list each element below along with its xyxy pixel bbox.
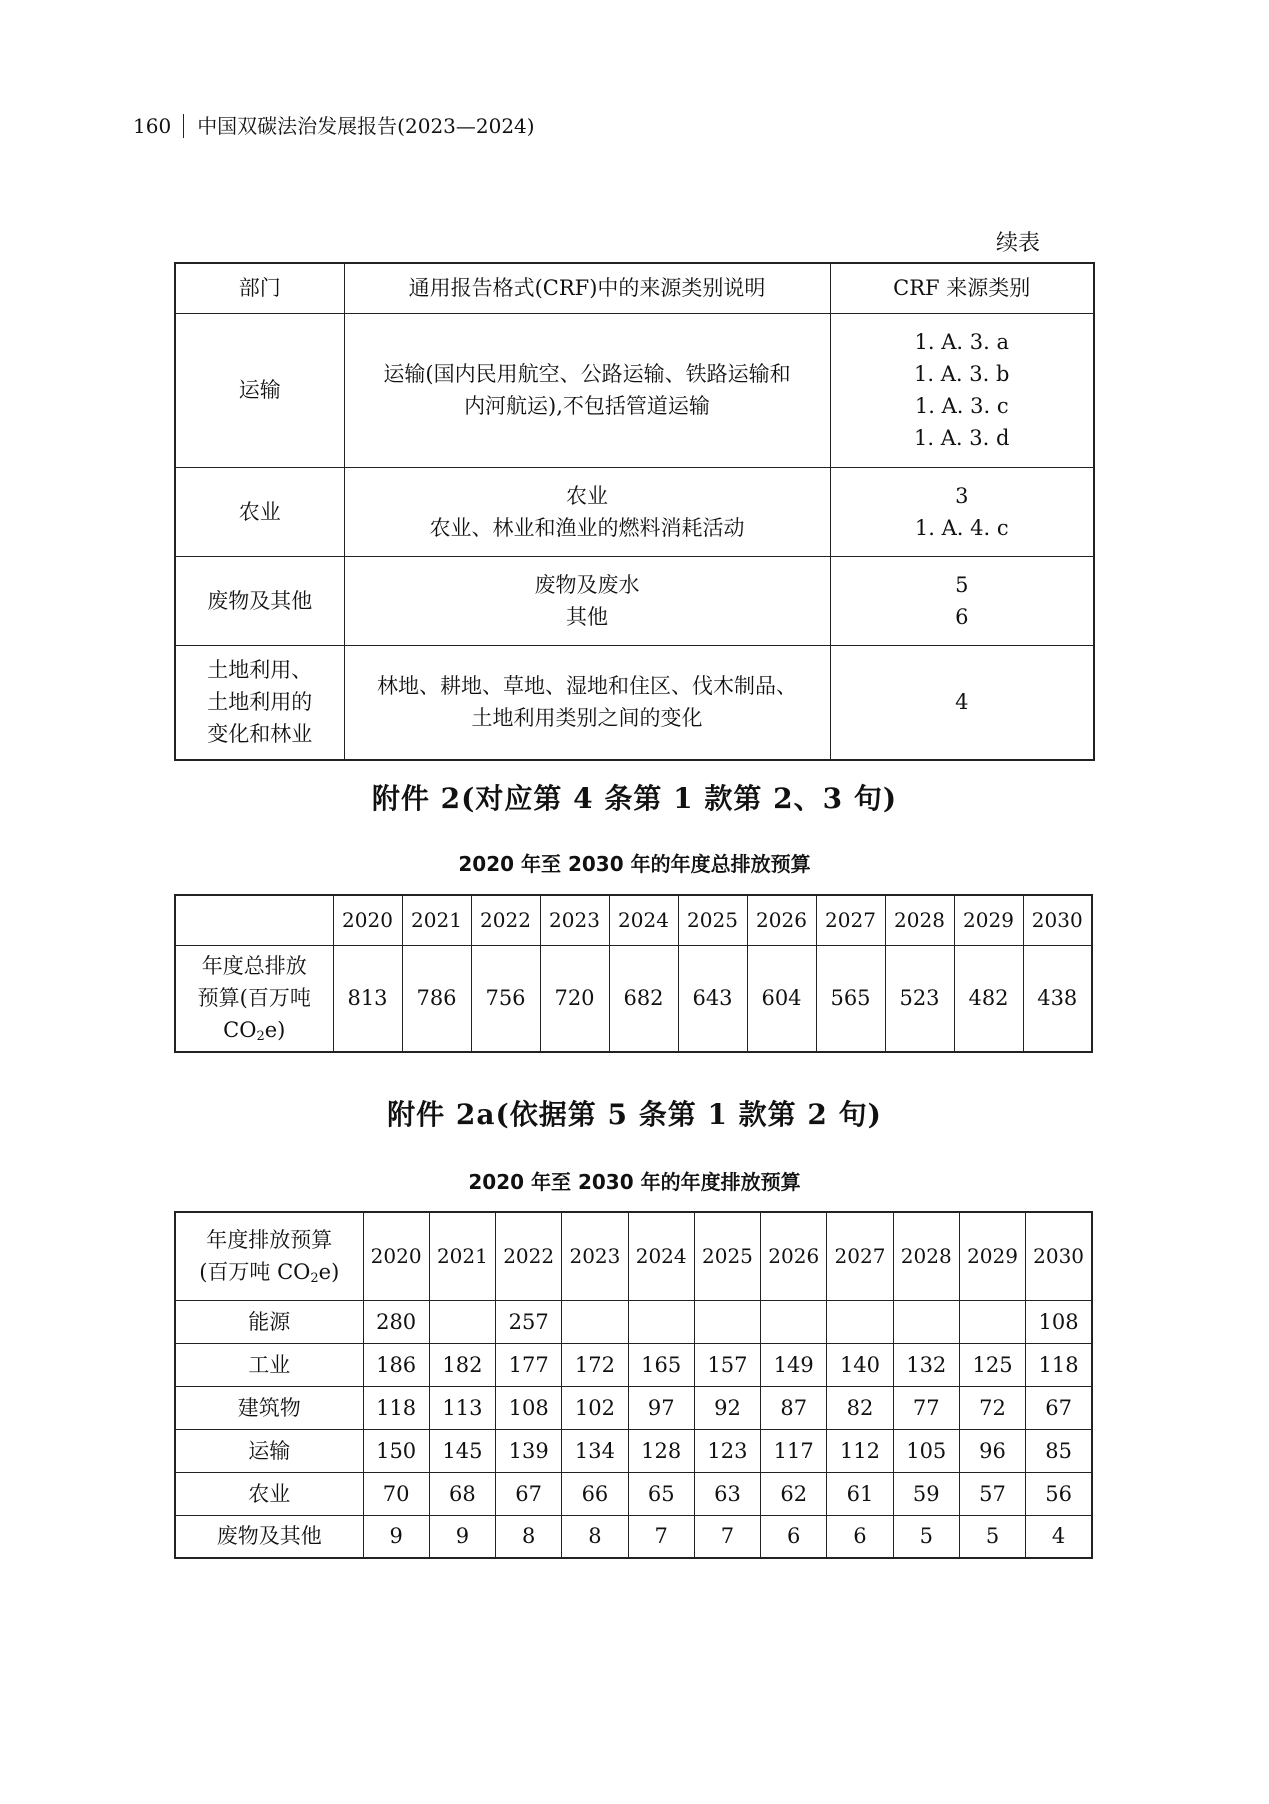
budget-value: 172 [562,1343,628,1386]
sector-cell: 废物及其他 [175,1515,363,1558]
column-header: 通用报告格式(CRF)中的来源类别说明 [344,263,830,313]
sector-cell: 工业 [175,1343,363,1386]
budget-value: 96 [959,1429,1025,1472]
table-header-row [175,263,1094,313]
cell-line: 1. A. 3. b [914,362,1010,386]
budget-value: 56 [1026,1472,1092,1515]
budget-value: 756 [471,945,540,1052]
year-header: 2030 [1026,1212,1092,1300]
cell-line: 运输 [238,378,281,402]
budget-value: 186 [363,1343,429,1386]
cell-line: 废物及其他 [207,588,313,613]
table-row [175,556,1094,645]
table-row [175,1386,1092,1429]
budget-value: 102 [562,1386,628,1429]
running-head [133,114,535,138]
budget-value: 72 [959,1386,1025,1429]
table-row [175,645,1094,760]
year-header: 2020 [363,1212,429,1300]
budget-value: 112 [827,1429,893,1472]
description-cell [344,556,830,645]
table-row [175,1472,1092,1515]
year-header: 2027 [827,1212,893,1300]
budget-value: 165 [628,1343,694,1386]
table-header-row [175,895,1092,945]
year-header: 2026 [747,895,816,945]
budget-value: 7 [628,1515,694,1558]
column-header: CRF 来源类别 [830,263,1094,313]
budget-value: 7 [694,1515,760,1558]
budget-value: 6 [827,1515,893,1558]
budget-value [562,1300,628,1343]
table-row [175,1300,1092,1343]
annual-total-budget-table [174,894,1093,1053]
year-header: 2025 [694,1212,760,1300]
cell-line: 1. A. 3. c [914,394,1009,418]
budget-value: 118 [363,1386,429,1429]
year-header: 2023 [562,1212,628,1300]
year-header: 2020 [333,895,402,945]
sector-cell [175,645,344,760]
budget-value: 8 [562,1515,628,1558]
budget-value: 108 [1026,1300,1092,1343]
cell-line: 变化和林业 [207,722,313,747]
budget-value [694,1300,760,1343]
budget-value: 5 [893,1515,959,1558]
budget-value: 134 [562,1429,628,1472]
annex2a-caption: 2020 年至 2030 年的年度排放预算 [468,1170,801,1194]
cell-line: 1. A. 3. a [914,330,1009,354]
budget-value: 523 [885,945,954,1052]
budget-value: 8 [496,1515,562,1558]
column-header: 部门 [175,263,344,313]
budget-value: 177 [496,1343,562,1386]
budget-value: 257 [496,1300,562,1343]
budget-value: 5 [959,1515,1025,1558]
budget-value: 118 [1026,1343,1092,1386]
description-cell [344,645,830,760]
cell-line: 农业 [238,499,281,524]
corner-cell: 年度排放预算 (百万吨 $CO_2e$) [175,1212,363,1300]
crf-code-cell [830,313,1094,467]
year-header: 2024 [628,1212,694,1300]
table-header-row [175,1212,1092,1300]
annex2-title: 附件 2(对应第 4 条第 1 款第 2、3 句) [371,782,898,815]
year-header: 2030 [1023,895,1092,945]
budget-value: 9 [429,1515,495,1558]
budget-value: 182 [429,1343,495,1386]
year-header: 2026 [761,1212,827,1300]
table-row [175,313,1094,467]
crf-code-cell [830,556,1094,645]
crf-source-table [174,262,1095,761]
budget-value: 113 [429,1386,495,1429]
cell-line: 6 [955,604,969,629]
sector-cell: 能源 [175,1300,363,1343]
row-label: 年度总排放 预算(百万吨 $CO_2e$) [175,945,333,1052]
year-header: 2027 [816,895,885,945]
cell-line: 内河航运),不包括管道运输 [464,394,710,418]
budget-value: 140 [827,1343,893,1386]
budget-value: 63 [694,1472,760,1515]
year-header: 2021 [402,895,471,945]
budget-value: 145 [429,1429,495,1472]
description-cell [344,467,830,556]
year-header: 2022 [471,895,540,945]
budget-value: 149 [761,1343,827,1386]
budget-value: 87 [761,1386,827,1429]
header-divider [183,114,184,138]
table-row [175,945,1092,1052]
budget-value: 6 [761,1515,827,1558]
budget-value: 482 [954,945,1023,1052]
budget-value: 132 [893,1343,959,1386]
cell-line: 1. A. 4. c [914,515,1009,540]
budget-value: 85 [1026,1429,1092,1472]
sector-cell: 运输 [175,1429,363,1472]
budget-value: 150 [363,1429,429,1472]
budget-value: 97 [628,1386,694,1429]
budget-value: 125 [959,1343,1025,1386]
cell-line: 其他 [566,604,608,629]
budget-value [827,1300,893,1343]
year-header: 2029 [954,895,1023,945]
budget-value: 4 [1026,1515,1092,1558]
year-header: 2022 [496,1212,562,1300]
budget-value: 128 [628,1429,694,1472]
budget-value: 62 [761,1472,827,1515]
year-header: 2028 [893,1212,959,1300]
cell-line: 农业 [566,483,608,508]
budget-value: 59 [893,1472,959,1515]
budget-value: 565 [816,945,885,1052]
cell-line: 运输(国内民用航空、公路运输、铁路运输和 [383,362,791,386]
table-row [175,1429,1092,1472]
budget-value: 9 [363,1515,429,1558]
budget-value [429,1300,495,1343]
budget-value: 66 [562,1472,628,1515]
budget-value: 105 [893,1429,959,1472]
budget-value: 108 [496,1386,562,1429]
sector-cell: 农业 [175,1472,363,1515]
budget-value: 67 [496,1472,562,1515]
corner-cell [175,895,333,945]
sector-cell [175,313,344,467]
annex2-caption: 2020 年至 2030 年的年度总排放预算 [458,852,811,876]
budget-value: 82 [827,1386,893,1429]
budget-value: 643 [678,945,747,1052]
budget-value [959,1300,1025,1343]
budget-value: 65 [628,1472,694,1515]
sector-cell [175,556,344,645]
cell-line: 4 [955,690,969,715]
budget-value: 786 [402,945,471,1052]
budget-value: 92 [694,1386,760,1429]
budget-value: 123 [694,1429,760,1472]
year-header: 2021 [429,1212,495,1300]
budget-value: 117 [761,1429,827,1472]
budget-value [893,1300,959,1343]
annex2a-title: 附件 2a(依据第 5 条第 1 款第 2 句) [387,1098,882,1131]
table-row [175,467,1094,556]
year-header: 2029 [959,1212,1025,1300]
budget-value [761,1300,827,1343]
annual-sector-budget-table [174,1211,1093,1559]
budget-value: 70 [363,1472,429,1515]
continuation-label: 续表 [996,231,1041,256]
description-cell [344,313,830,467]
budget-value [628,1300,694,1343]
cell-line: 农业、林业和渔业的燃料消耗活动 [429,515,745,540]
cell-line: 3 [955,483,969,508]
book-title: 中国双碳法治发展报告(2023—2024) [197,114,535,138]
budget-value: 139 [496,1429,562,1472]
crf-code-cell [830,645,1094,760]
cell-line: 林地、耕地、草地、湿地和住区、伐木制品、 [377,674,797,699]
budget-value: 682 [609,945,678,1052]
budget-value: 68 [429,1472,495,1515]
cell-line: 土地利用的 [207,690,313,715]
sector-cell [175,467,344,556]
cell-line: 废物及废水 [534,572,640,597]
page-number: 160 [133,114,172,138]
year-header: 2028 [885,895,954,945]
cell-line: 5 [955,572,969,597]
cell-line: 土地利用、 [207,658,313,683]
budget-value: 67 [1026,1386,1092,1429]
budget-value: 813 [333,945,402,1052]
table-row [175,1343,1092,1386]
year-header: 2023 [540,895,609,945]
cell-line: 土地利用类别之间的变化 [471,706,703,731]
year-header: 2024 [609,895,678,945]
budget-value: 61 [827,1472,893,1515]
budget-value: 280 [363,1300,429,1343]
cell-line: 1. A. 3. d [914,426,1010,450]
year-header: 2025 [678,895,747,945]
budget-value: 157 [694,1343,760,1386]
budget-value: 77 [893,1386,959,1429]
crf-code-cell [830,467,1094,556]
budget-value: 720 [540,945,609,1052]
budget-value: 438 [1023,945,1092,1052]
budget-value: 57 [959,1472,1025,1515]
table-row [175,1515,1092,1558]
budget-value: 604 [747,945,816,1052]
sector-cell: 建筑物 [175,1386,363,1429]
